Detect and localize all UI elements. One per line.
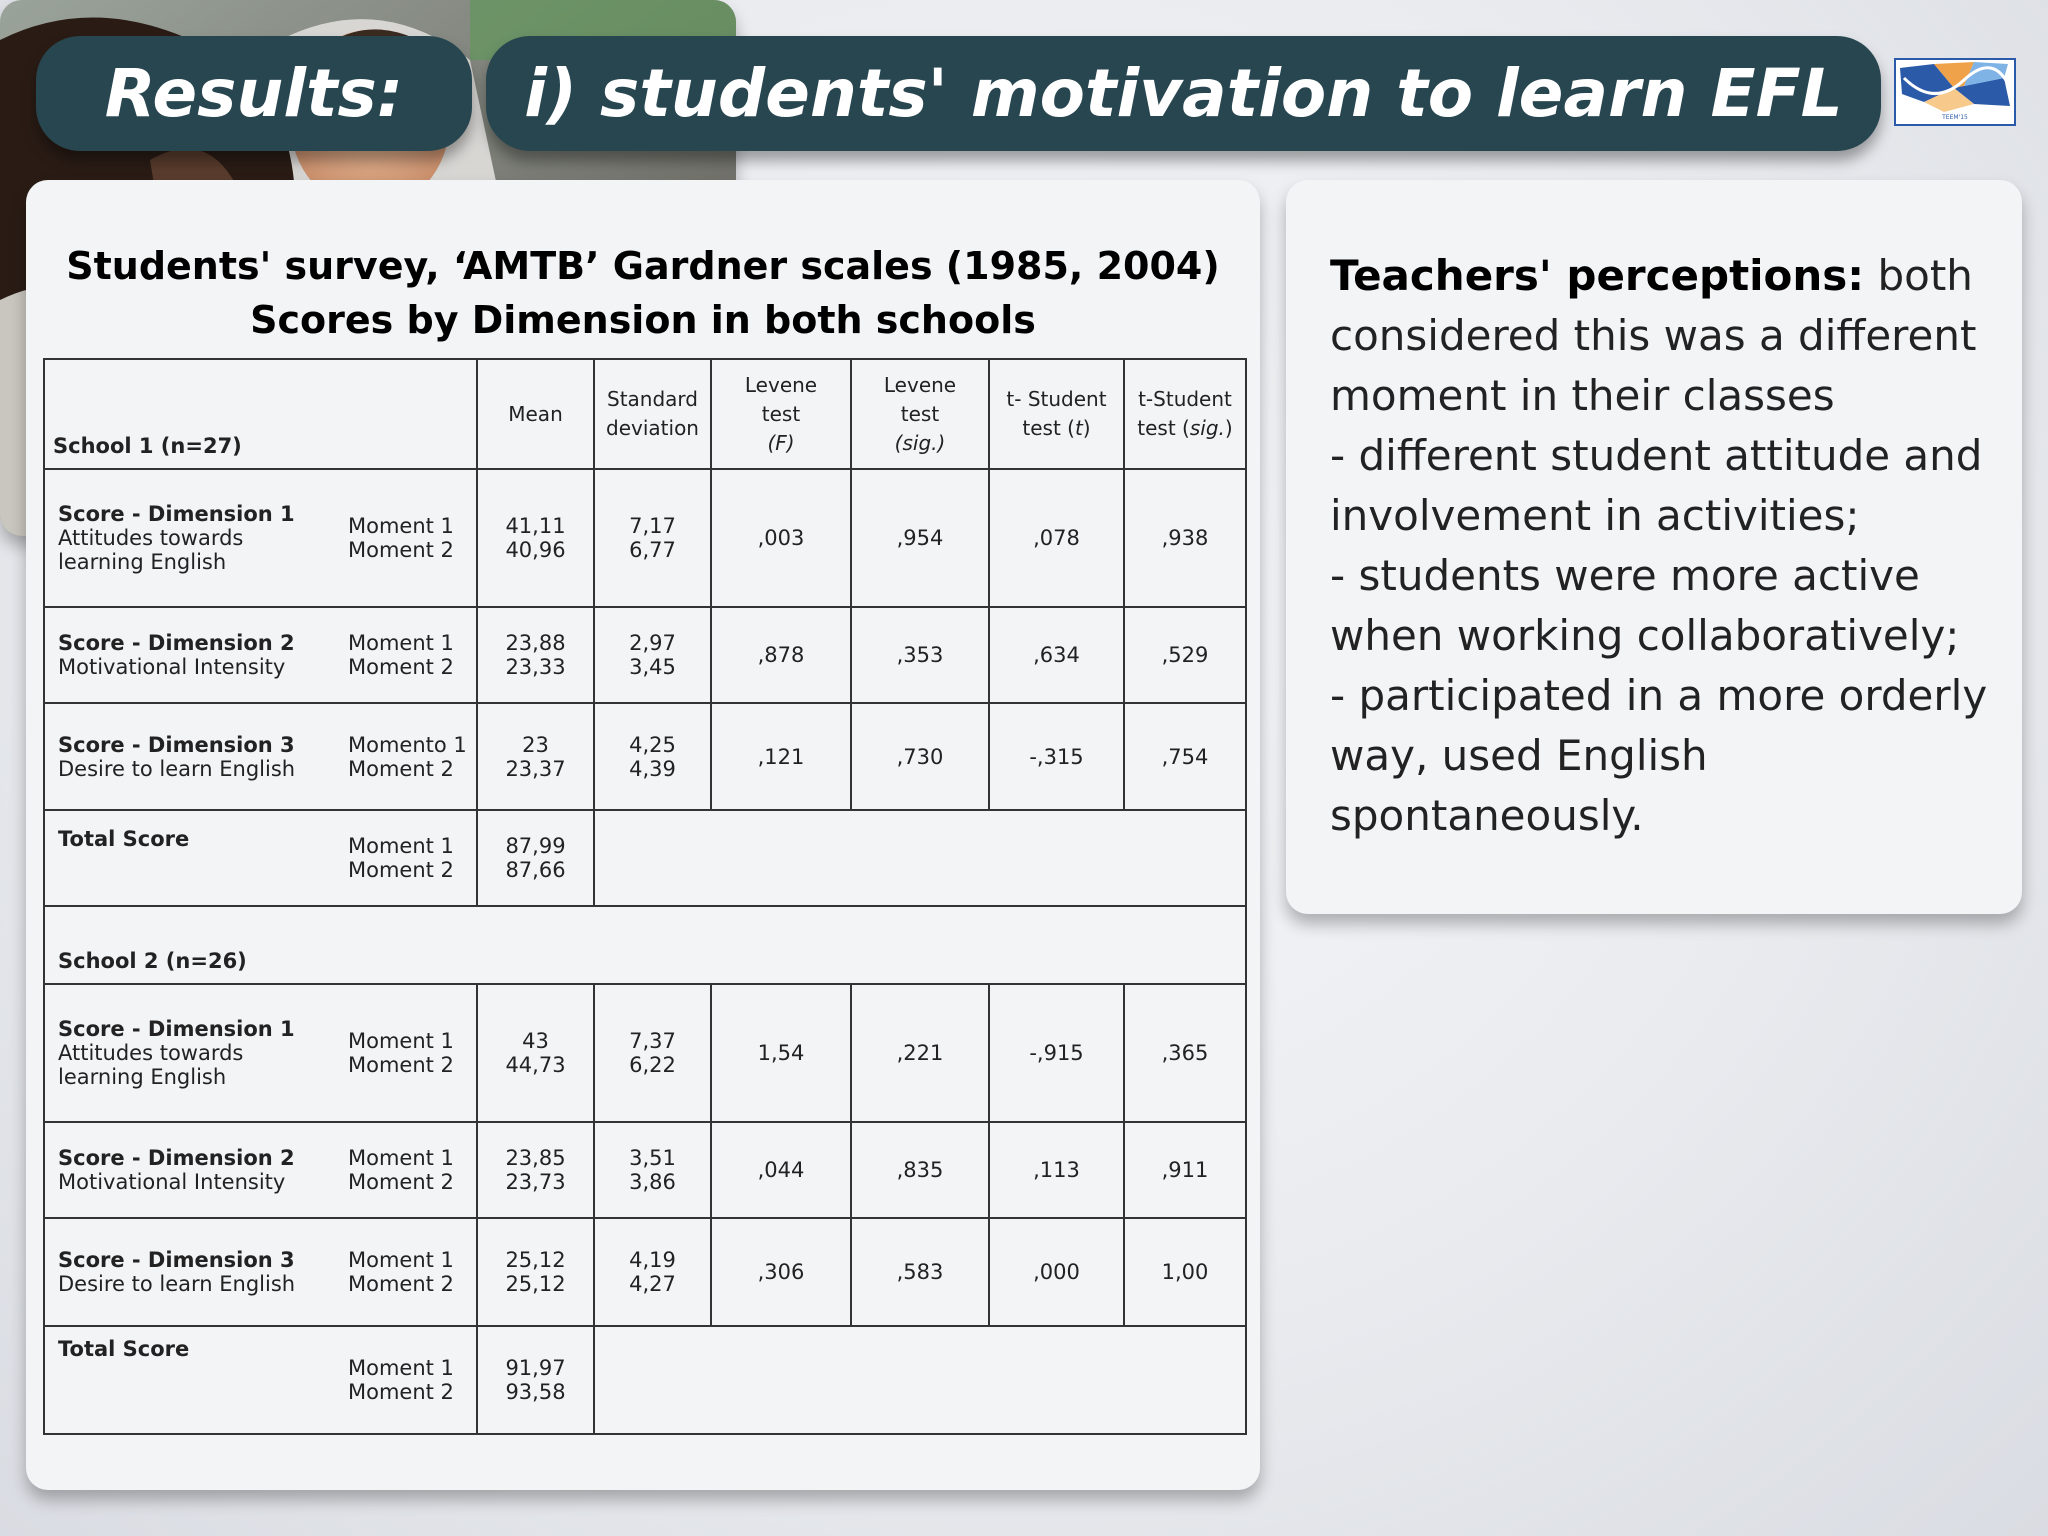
slide-title-banner [486, 36, 1881, 151]
table-title-line2: Scores by Dimension in both schools [250, 298, 1036, 342]
col-levene-f: Levene test (F) [711, 359, 851, 469]
results-title-banner [36, 36, 472, 151]
school1-label: School 1 (n=27) [53, 434, 242, 458]
table-row: Score - Dimension 1 Attitudes towards learning English Moment 1 Moment 2 43 44,73 7,37 6,22 1,54 ,221 -,915 ,365 [44, 984, 1246, 1122]
table-row-school2-label [44, 906, 1246, 984]
scores-table [43, 358, 1247, 1435]
col-t-student-sig: t-Student test (sig.) [1124, 359, 1246, 469]
table-row: Score - Dimension 1 Attitudes towards learning English Moment 1 Moment 2 41,11 40,96 7,17 6,77 ,003 ,954 ,078 ,938 [44, 469, 1246, 607]
school2-label: School 2 (n=26) [58, 949, 247, 973]
perception-item: - different student attitude and involvement in activities; [1330, 431, 1983, 540]
table-row: Score - Dimension 3 Desire to learn English Momento 1 Moment 2 23 23,37 4,25 4,39 ,121 ,730 -,315 ,754 [44, 703, 1246, 810]
teachers-perceptions-intro: both considered this was a different moment in their classes [1330, 251, 1977, 420]
col-mean: Mean [477, 359, 594, 469]
table-header-row [44, 359, 1246, 469]
col-levene-sig: Levene test (sig.) [851, 359, 989, 469]
col-standard-deviation: Standard deviation [594, 359, 711, 469]
results-title: Results: [104, 55, 404, 132]
table-row-total: Total Score Moment 1 Moment 2 87,99 87,66 [44, 810, 1246, 906]
teachers-perceptions-text [1330, 246, 2000, 846]
results-table-card [26, 180, 1260, 1490]
perception-item: - students were more active when working collaboratively; [1330, 551, 1960, 660]
table-title-line1: Students' survey, ‘AMTB’ Gardner scales (1985, 2004) [66, 244, 1220, 288]
table-row: Score - Dimension 3 Desire to learn English Moment 1 Moment 2 25,12 25,12 4,19 4,27 ,306 ,583 ,000 1,00 [44, 1218, 1246, 1326]
slide-title: i) students' motivation to learn EFL [524, 55, 1843, 132]
perception-item: - participated in a more orderly way, used English spontaneously. [1330, 671, 1988, 840]
teachers-perceptions-lead: Teachers' perceptions: [1330, 251, 1865, 300]
table-row: Score - Dimension 2 Motivational Intensity Moment 1 Moment 2 23,85 23,73 3,51 3,86 ,044 ,835 ,113 ,911 [44, 1122, 1246, 1218]
logo-text: TEEM'15 [1942, 114, 1968, 121]
teachers-perceptions-card [1286, 180, 2022, 914]
table-row-total: Total Score Moment 1 Moment 2 91,97 93,58 [44, 1326, 1246, 1434]
col-t-student: t- Student test (t) [989, 359, 1124, 469]
teem-logo-icon [1894, 58, 2016, 126]
table-row: Score - Dimension 2 Motivational Intensity Moment 1 Moment 2 23,88 23,33 2,97 3,45 ,878 ,353 ,634 ,529 [44, 607, 1246, 703]
